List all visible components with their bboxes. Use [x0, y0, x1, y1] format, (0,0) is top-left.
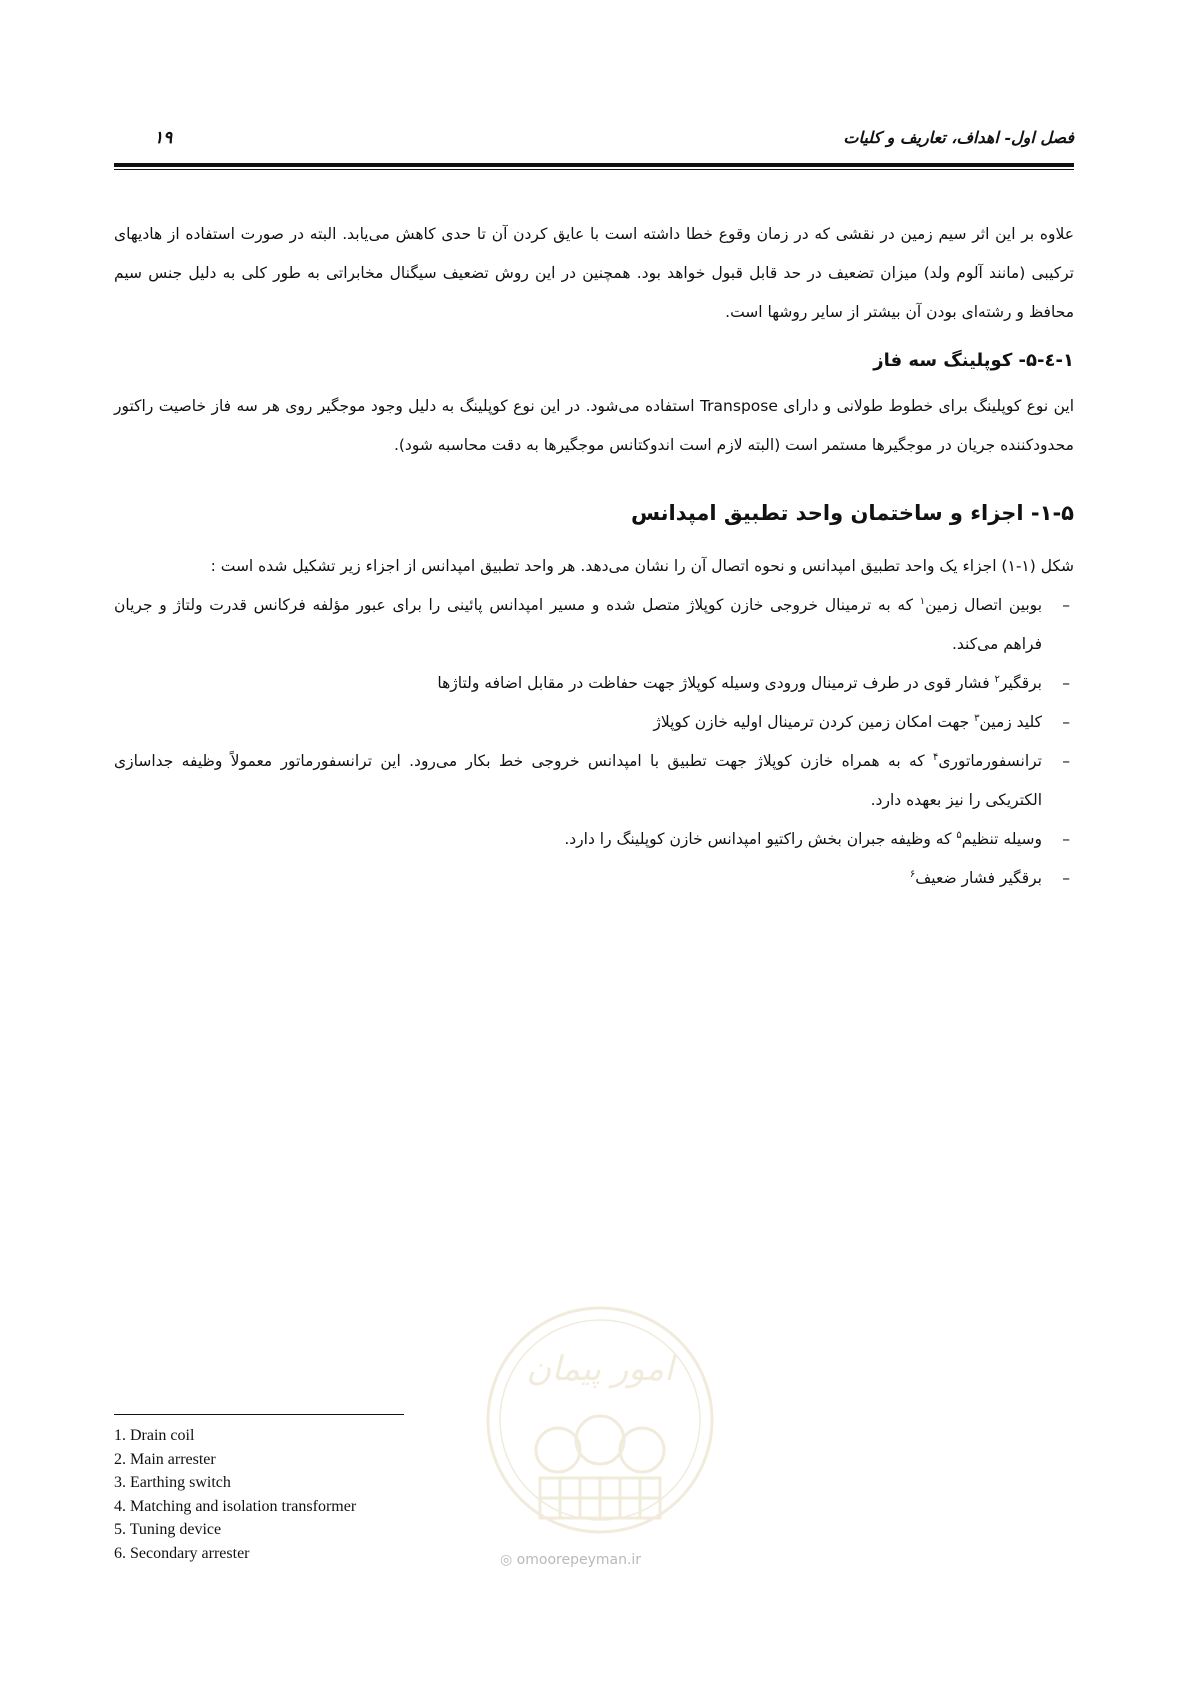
list-item: [114, 820, 1074, 859]
list-item: [114, 664, 1074, 703]
bullet-dash: –: [1062, 752, 1070, 770]
page-body: [114, 215, 1074, 898]
bullet-dash: –: [1062, 713, 1070, 731]
bullet-dash: –: [1062, 830, 1070, 848]
header-rule-thin: [114, 169, 1074, 170]
list-item-term: وسیله تنظیم: [961, 830, 1042, 848]
bullet-dash: –: [1062, 674, 1070, 692]
section-heading-1-5: ۱-۵- اجزاء و ساختمان واحد تطبیق امپدانس: [630, 501, 1074, 525]
list-item-term: بوبین اتصال زمین: [925, 596, 1043, 614]
list-item-text: فشار قوی در طرف ترمینال ورودی وسیله کوپلاژ جهت حفاظت در مقابل اضافه ولتاژها: [437, 674, 995, 692]
footnote-item: 4. Matching and isolation transformer: [114, 1497, 357, 1515]
section-heading-1-4-5: ۱-٤-۵- کوپلینگ سه فاز: [873, 350, 1074, 371]
list-item: [114, 703, 1074, 742]
list-item: [114, 742, 1074, 820]
list-item-term: کلید زمین: [979, 713, 1042, 731]
footnote-item: 2. Main arrester: [114, 1450, 216, 1468]
footnote-ref[interactable]: ۱: [919, 595, 926, 607]
list-item-term: ترانسفورماتوری: [938, 752, 1042, 770]
footnote-item: 6. Secondary arrester: [114, 1544, 250, 1562]
page-number: ۱۹: [154, 128, 173, 148]
list-item: [114, 859, 1074, 898]
list-item: [114, 586, 1074, 664]
list-item-text: که به ترمینال خروجی خازن کوپلاژ متصل شده و مسیر امپدانس پائینی را برای عبور مؤلفه فرکانس قدرت ولتاژ و جریان فراهم می‌کند.: [114, 596, 1042, 653]
bullet-dash: –: [1062, 869, 1070, 887]
watermark-logo: [480, 1300, 720, 1550]
footnote-ref[interactable]: ۴: [933, 751, 939, 763]
chapter-title: فصل اول- اهداف، تعاریف و کلیات: [843, 128, 1074, 147]
footnote-ref[interactable]: ۶: [909, 868, 916, 880]
footnote-item: 3. Earthing switch: [114, 1474, 231, 1491]
component-list: [114, 586, 1074, 898]
header-rule-thick: [114, 163, 1074, 167]
bullet-dash: –: [1062, 596, 1070, 614]
footnote-ref[interactable]: ۳: [974, 712, 980, 724]
running-header: [114, 128, 1074, 158]
footnote-ref[interactable]: ۲: [994, 673, 1000, 685]
list-item-term: برقگیر فشار ضعیف: [915, 869, 1042, 887]
list-item-text: که وظیفه جبران بخش راکتیو امپدانس خازن کوپلینگ را دارد.: [564, 830, 957, 848]
footnote-rule: [114, 1414, 404, 1415]
watermark-url-icon: ◎: [500, 1552, 513, 1568]
section-1-5-paragraph: شکل (۱-۱) اجزاء یک واحد تطبیق امپدانس و نحوه اتصال آن را نشان می‌دهد. هر واحد تطبیق امپدانس از اجزاء زیر تشکیل شده است :: [210, 557, 1074, 575]
list-item-text: جهت امکان زمین کردن ترمینال اولیه خازن کوپلاژ: [653, 713, 975, 731]
watermark-logo-text: امور پیمان: [526, 1349, 674, 1389]
footnote-item: 1. Drain coil: [114, 1427, 195, 1444]
list-item-term: برقگیر: [999, 674, 1042, 692]
footnote-ref[interactable]: ۵: [956, 829, 962, 841]
footnotes: [114, 1424, 356, 1565]
intro-paragraph: علاوه بر این اثر سیم زمین در نقشی که در زمان وقوع خطا داشته است با عایق کردن آن تا حدی کاهش می‌یابد. البته در صورت استفاده از هادیهای ترکیبی (مانند آلوم ولد) میزان تضعیف در حد قابل قبول خواهد بود. همچنین در این روش تضعیف سیگنال مخابراتی به طور کلی به دلیل جنس سیم محافظ و رشته‌ای بودن آن بیشتر از سایر روشها است.: [114, 225, 1074, 321]
list-item-text: که به همراه خازن کوپلاژ جهت تطبیق با امپدانس خروجی خط بکار می‌رود. این ترانسفورماتور معمولاً وظیفه جداسازی الکتریکی را نیز بعهده دارد.: [114, 752, 1042, 809]
section-1-4-5-paragraph: این نوع کوپلینگ برای خطوط طولانی و دارای Transpose استفاده می‌شود. در این نوع کوپلینگ به دلیل وجود موجگیر روی هر سه فاز خاصیت راکتور محدودکننده جریان در موجگیرها مستمر است (البته لازم است اندوکتانس موجگیرها به دقت محاسبه شود).: [114, 397, 1074, 454]
watermark-url: [500, 1552, 641, 1568]
footnote-item: 5. Tuning device: [114, 1521, 222, 1538]
watermark-url-text: omoorepeyman.ir: [516, 1552, 642, 1568]
